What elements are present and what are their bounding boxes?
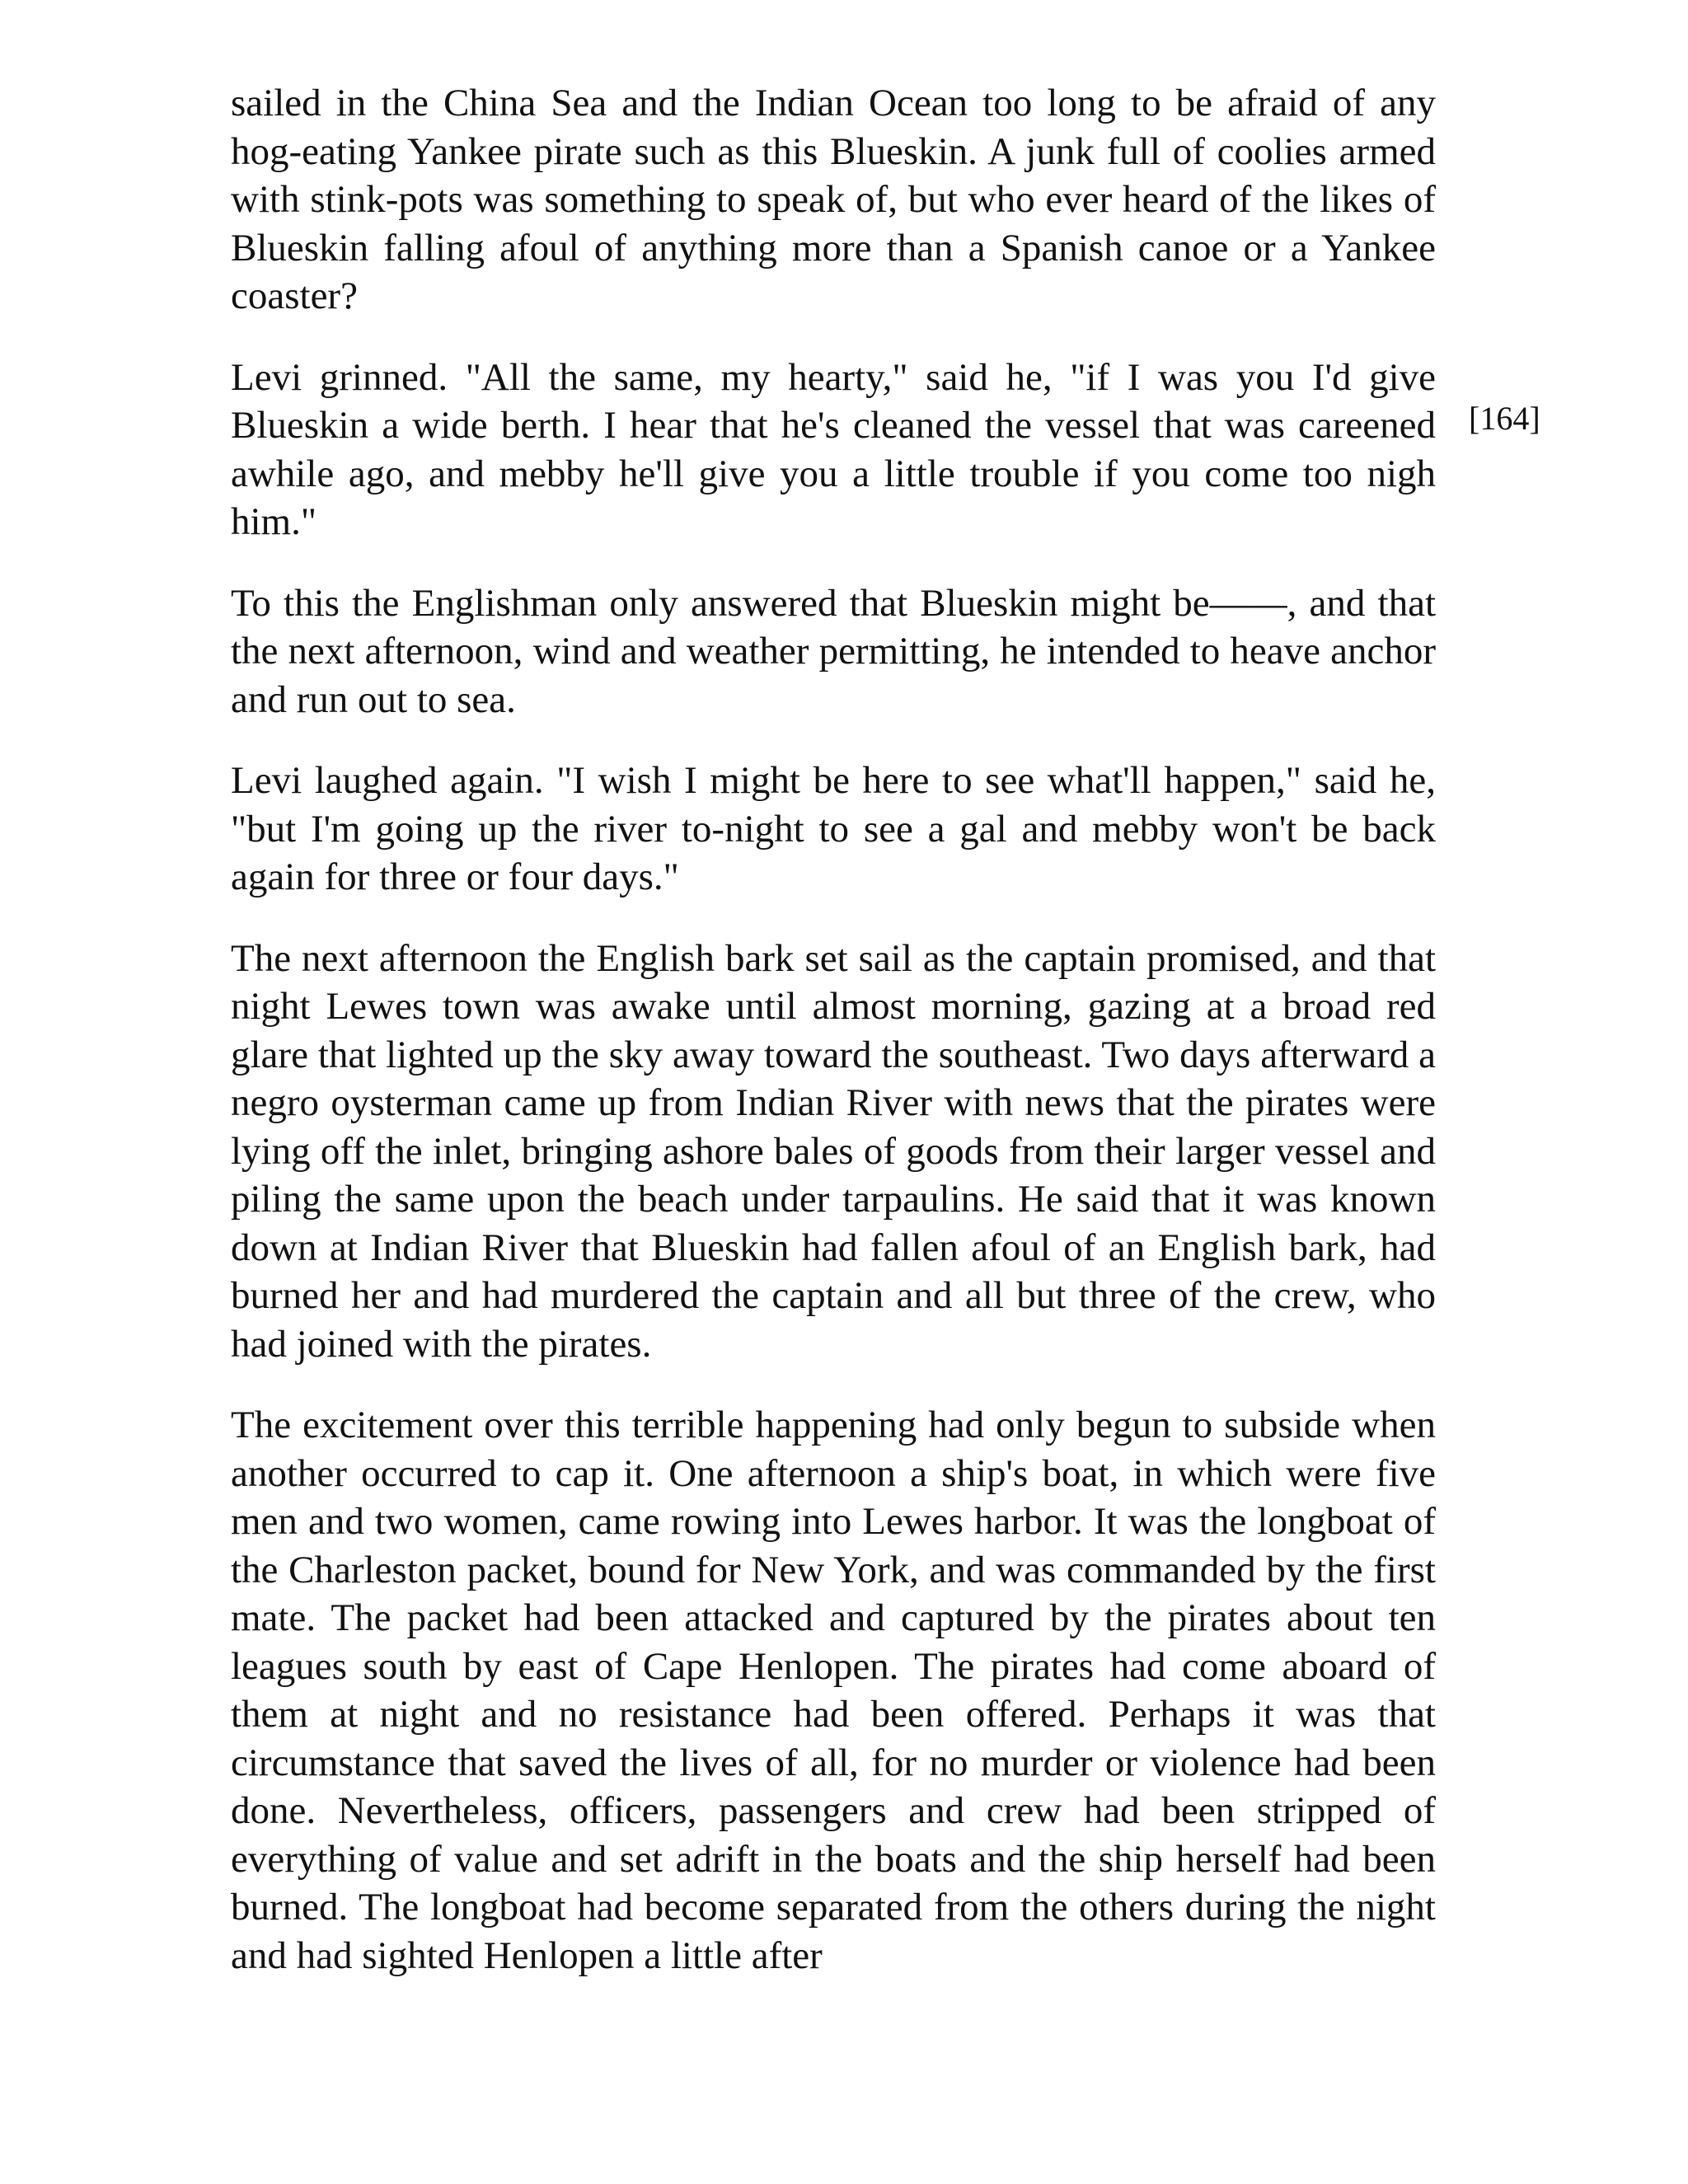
paragraph-1: sailed in the China Sea and the Indian Ocean too long to be afraid of any hog-eating Yankee pirate such as this Blueskin. A junk full of coolies armed with stink-pots was something to speak of, but who ever heard of the likes of Blueskin falling afoul of anything more than a Spanish canoe or a Yankee coaster? [231, 82, 1436, 317]
paragraph-6: The excitement over this terrible happening had only begun to subside when another occurred to cap it. One afternoon a ship's boat, in which were five men and two women, came rowing into Lewes harbor. It was the longboat of the Charleston packet, bound for New York, and was commanded by the first mate. The packet had been attacked and captured by the pirates about ten leagues south by east of Cape Henlopen. The pirates had come aboard of them at night and no resistance had been offered. Perhaps it was that circumstance that saved the lives of all, for no murder or violence had been done. Nevertheless, officers, passengers and crew had been stripped of everything of value and set adrift in the boats and the ship herself had been burned. The longboat had become separated from the others during the night and had sighted Henlopen a little after [231, 1404, 1436, 1977]
paragraph-3: To this the Englishman only answered that Blueskin might be——, and that the next afternoon, wind and weather permitting, he intended to heave anchor and run out to sea. [231, 581, 1436, 721]
page-number: [164] [1469, 400, 1540, 437]
paragraph-2: Levi grinned. "All the same, my hearty," said he, "if I was you I'd give Blueskin a wide berth. I hear that he's cleaned the vessel that was careened awhile ago, and mebby he'll give you a little trouble if you come too nigh him." [231, 355, 1436, 543]
paragraph-5: The next afternoon the English bark set sail as the captain promised, and that night Lewes town was awake until almost morning, gazing at a broad red glare that lighted up the sky away toward the southeast. Two days afterward a negro oysterman came up from Indian River with news that the pirates were lying off the inlet, bringing ashore bales of goods from their larger vessel and piling the same upon the beach under tarpaulins. He said that it was known down at Indian River that Blueskin had fallen afoul of an English bark, had burned her and had murdered the captain and all but three of the crew, who had joined with the pirates. [231, 936, 1436, 1366]
book-page-text [231, 79, 1436, 2013]
paragraph-4: Levi laughed again. "I wish I might be here to see what'll happen," said he, "but I'm going up the river to-night to see a gal and mebby won't be back again for three or four days." [231, 759, 1436, 898]
